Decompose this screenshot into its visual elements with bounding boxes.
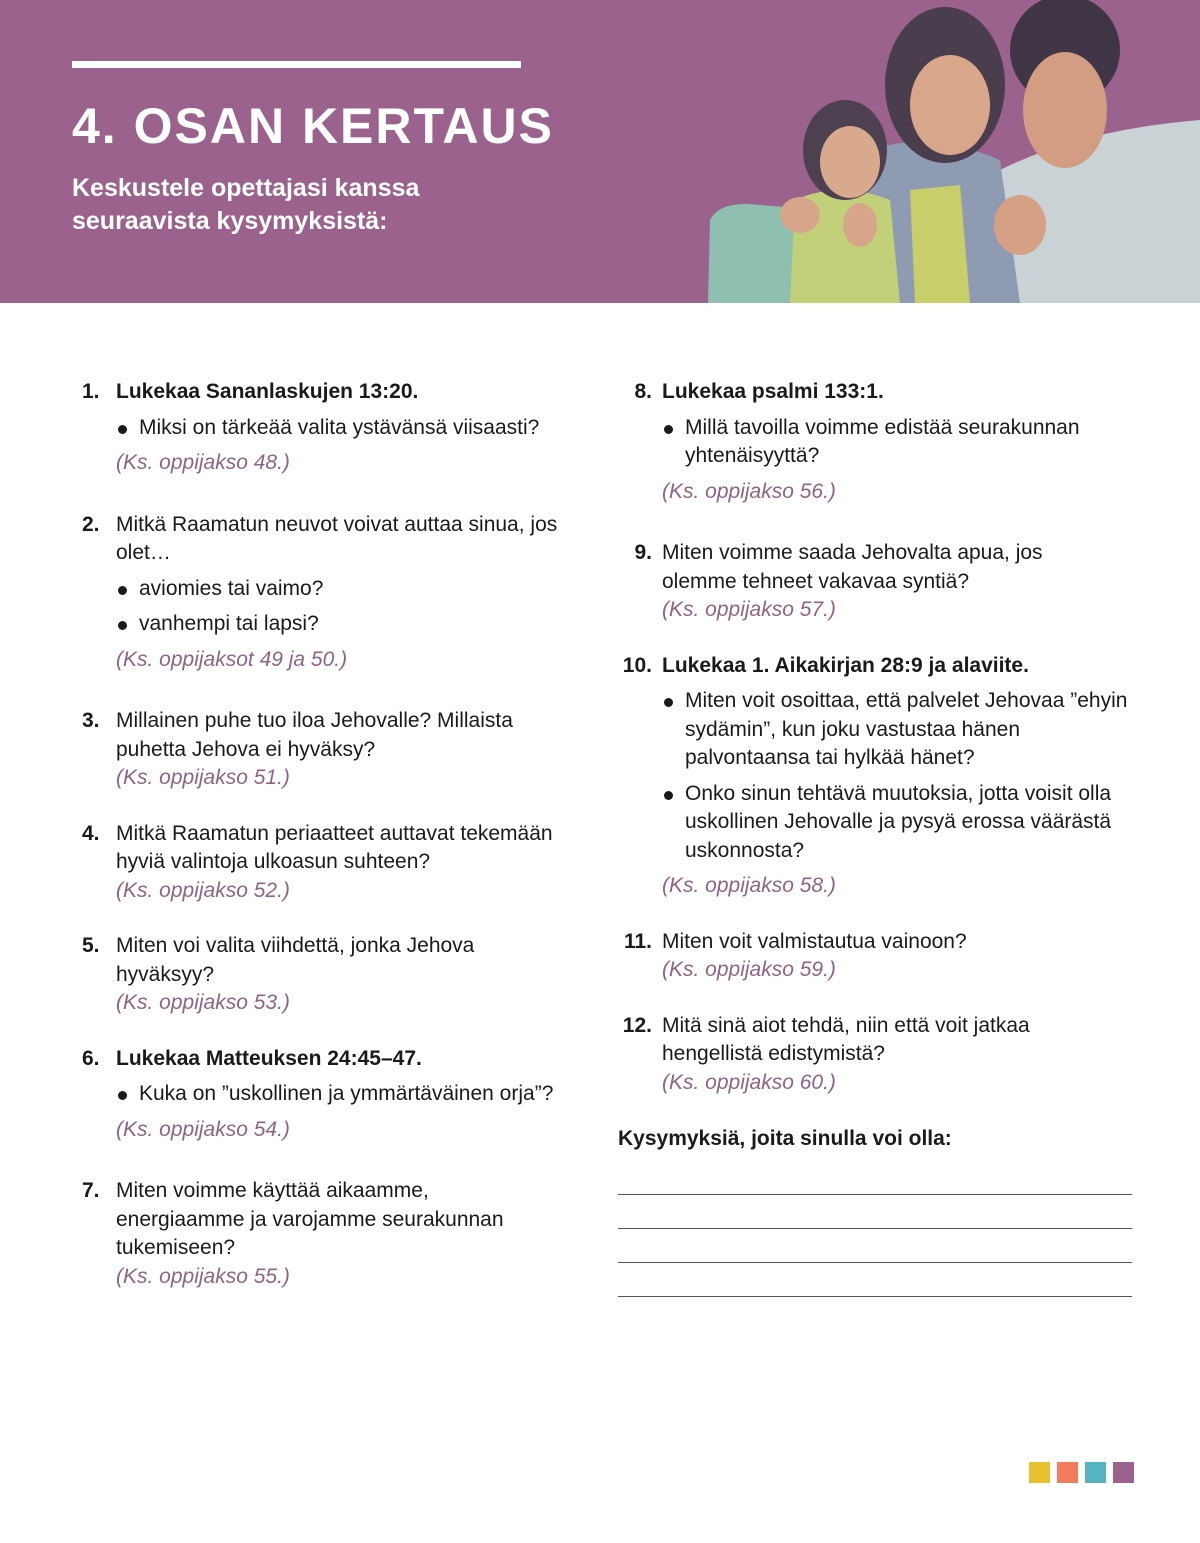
question-text: Lukekaa Matteuksen 24:45–47. xyxy=(116,1046,422,1070)
question-text: Lukekaa psalmi 133:1. xyxy=(662,380,884,403)
swatch-teal xyxy=(1085,1462,1106,1483)
questions-right-column xyxy=(618,378,1148,1297)
question-number: 5. xyxy=(82,934,100,957)
page-title: 4. OSAN KERTAUS xyxy=(72,98,554,154)
bullet-list xyxy=(116,414,602,443)
question-text: Mitkä Raamatun periaatteet auttavat tekemään hyviä valintoja ulkoasun suhteen? xyxy=(116,821,553,873)
page-subtitle: Keskustele opettajasi kanssa seuraavista kysymyksistä: xyxy=(72,174,420,235)
question-number: 2. xyxy=(82,512,100,536)
bullet-item: Miksi on tärkeää valita ystävänsä viisaasti? xyxy=(116,414,602,443)
note-line[interactable] xyxy=(618,1262,1132,1263)
question-number: 3. xyxy=(82,709,100,732)
lesson-reference: (Ks. oppijakso 52.) xyxy=(116,878,290,902)
girl-hands xyxy=(843,203,877,247)
question-text: Mitä sinä aiot tehdä, niin että voit jatkaa hengellistä edistymistä? xyxy=(662,1013,1030,1065)
swatch-purple xyxy=(1113,1462,1134,1483)
question-text: Miten voit valmistautua vainoon? xyxy=(662,929,967,953)
question-4 xyxy=(82,820,602,906)
question-9 xyxy=(618,539,1148,625)
note-line[interactable] xyxy=(618,1228,1132,1229)
lesson-reference: (Ks. oppijaksot 49 ja 50.) xyxy=(116,647,348,671)
bullet-list xyxy=(116,1080,602,1109)
lesson-reference: (Ks. oppijakso 60.) xyxy=(662,1070,836,1094)
bullet-list xyxy=(116,575,602,639)
notes-heading: Kysymyksiä, joita sinulla voi olla: xyxy=(618,1127,952,1150)
swatch-yellow xyxy=(1029,1462,1050,1483)
family-praying-illustration xyxy=(700,0,1200,303)
bullet-item: Millä tavoilla voimme edistää seurakunnan yhtenäisyyttä? xyxy=(662,414,1132,471)
question-text: Miten voimme käyttää aikaamme, energiaamme ja varojamme seurakunnan tukemiseen? xyxy=(116,1179,504,1259)
question-number: 6. xyxy=(82,1046,100,1070)
question-number: 10. xyxy=(622,653,652,677)
lesson-reference: (Ks. oppijakso 51.) xyxy=(116,766,290,789)
woman-hand xyxy=(780,197,820,233)
question-text: Miten voimme saada Jehovalta apua, jos olemme tehneet vakavaa syntiä? xyxy=(662,541,1043,593)
bullet-item: Onko sinun tehtävä muutoksia, jotta voisit olla uskollinen Jehovalle ja pysyä erossa väärästä uskonnosta? xyxy=(662,780,1132,866)
bullet-list xyxy=(662,687,1132,865)
lesson-reference: (Ks. oppijakso 48.) xyxy=(116,451,290,474)
question-6 xyxy=(82,1045,602,1145)
question-12 xyxy=(618,1012,1148,1098)
man-hands xyxy=(994,195,1046,255)
question-number: 4. xyxy=(82,821,100,845)
lesson-reference: (Ks. oppijakso 58.) xyxy=(662,874,836,897)
lesson-reference: (Ks. oppijakso 56.) xyxy=(662,479,836,503)
header-banner xyxy=(0,0,1200,303)
question-number: 11. xyxy=(623,929,652,953)
bullet-item: Kuka on ”uskollinen ja ymmärtäväinen orja”? xyxy=(116,1080,602,1109)
lesson-reference: (Ks. oppijakso 53.) xyxy=(116,991,290,1014)
question-7 xyxy=(82,1177,602,1291)
question-10 xyxy=(618,652,1148,901)
woman-top xyxy=(910,185,970,303)
notes-section xyxy=(618,1125,1148,1297)
question-number: 8. xyxy=(634,380,652,403)
color-swatches xyxy=(1029,1462,1134,1483)
girl-face xyxy=(820,126,880,198)
question-text: Lukekaa Sananlaskujen 13:20. xyxy=(116,380,419,403)
lesson-reference: (Ks. oppijakso 54.) xyxy=(116,1117,290,1141)
woman-face xyxy=(910,55,990,155)
question-2 xyxy=(82,511,602,675)
question-text: Mitkä Raamatun neuvot voivat auttaa sinua, jos olet… xyxy=(116,512,558,564)
question-number: 9. xyxy=(634,541,652,564)
questions-left-column xyxy=(82,378,602,1291)
question-number: 12. xyxy=(622,1013,652,1037)
question-8 xyxy=(618,378,1148,506)
note-line[interactable] xyxy=(618,1194,1132,1195)
bullet-list xyxy=(662,414,1132,471)
question-1 xyxy=(82,378,602,478)
note-line[interactable] xyxy=(618,1296,1132,1297)
question-text: Miten voi valita viihdettä, jonka Jehova hyväksyy? xyxy=(116,934,475,986)
man-face xyxy=(1023,52,1107,168)
bullet-item: Miten voit osoittaa, että palvelet Jehovaa ”ehyin sydämin”, kun joku vastustaa hänen palvontaansa tai hylkää hänet? xyxy=(662,687,1132,773)
swatch-coral xyxy=(1057,1462,1078,1483)
bullet-item: aviomies tai vaimo? xyxy=(116,575,602,604)
lesson-reference: (Ks. oppijakso 59.) xyxy=(662,958,836,981)
question-number: 1. xyxy=(82,380,100,403)
question-5 xyxy=(82,932,602,1018)
question-text: Lukekaa 1. Aikakirjan 28:9 ja alaviite. xyxy=(662,653,1029,677)
bullet-item: vanhempi tai lapsi? xyxy=(116,610,602,639)
header-rule xyxy=(72,61,521,68)
lesson-reference: (Ks. oppijakso 57.) xyxy=(662,598,836,621)
question-number: 7. xyxy=(82,1179,100,1202)
question-3 xyxy=(82,707,602,793)
question-text: Millainen puhe tuo iloa Jehovalle? Millaista puhetta Jehova ei hyväksy? xyxy=(116,709,513,761)
question-11 xyxy=(618,928,1148,985)
lesson-reference: (Ks. oppijakso 55.) xyxy=(116,1264,290,1288)
